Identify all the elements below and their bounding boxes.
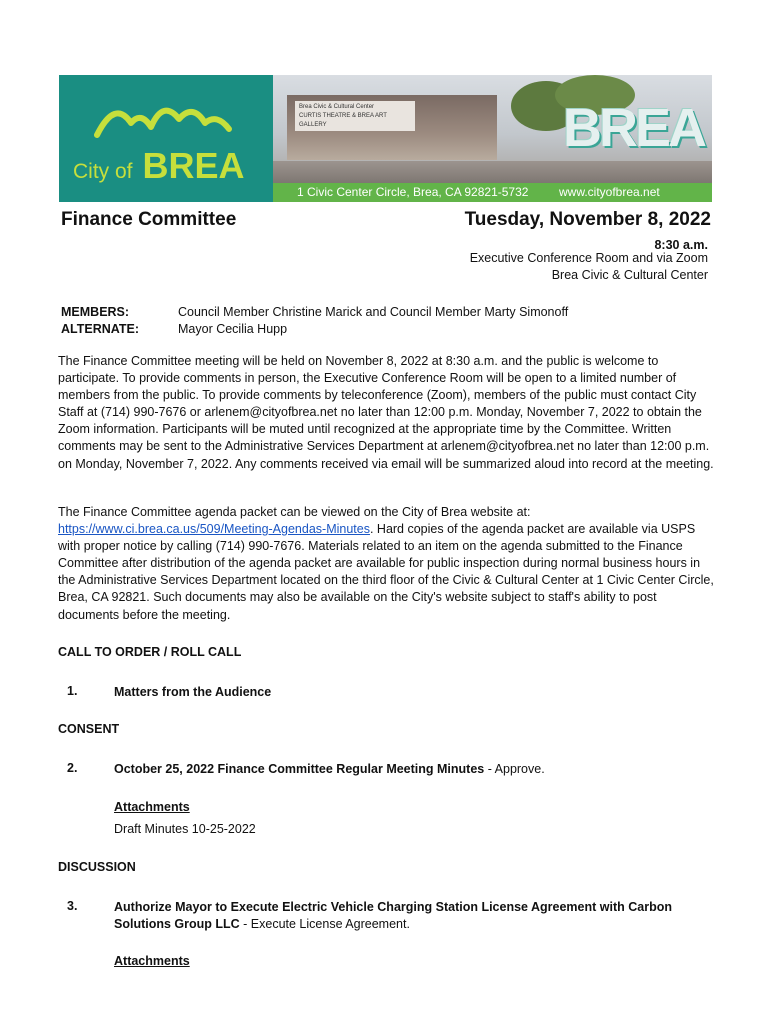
logo-name: BREA bbox=[142, 145, 245, 186]
item-2-title-text: October 25, 2022 Finance Committee Regular Meeting Minutes bbox=[114, 762, 485, 776]
photo-ground bbox=[273, 161, 712, 183]
photo-building bbox=[287, 95, 497, 160]
alternate-value: Mayor Cecilia Hupp bbox=[178, 322, 288, 336]
photo-sign-title: Brea Civic & Cultural Center bbox=[299, 104, 375, 110]
consent-heading: CONSENT bbox=[58, 722, 120, 736]
item-2-number: 2. bbox=[67, 761, 78, 775]
packet-rest: . Hard copies of the agenda packet are available via USPS with proper notice by calling (714) 990-7676. Materials related to an item on the agenda submitted to the Finance Committee after distribution of the agenda packet are available for public inspection during normal business hours in the Administrative Services Department located on the third floor of the Civic & Cultural Center at 1 Civic Center Circle, Brea, CA 92821. Such documents may also be available on the City's website subject to staff's ability to post documents before the meeting. bbox=[58, 522, 714, 622]
item-3-action: - Execute License Agreement. bbox=[239, 917, 410, 931]
item-3-title bbox=[114, 899, 714, 933]
city-logo bbox=[59, 75, 273, 202]
item-2-action: - Approve. bbox=[484, 762, 545, 776]
alternate-label: ALTERNATE: bbox=[61, 322, 139, 336]
photo-sign bbox=[295, 101, 415, 131]
item-3-title-text: Authorize Mayor to Execute Electric Vehicle Charging Station License Agreement with Carbon Solutions Group LLC bbox=[114, 900, 672, 931]
members-value: Council Member Christine Marick and Council Member Marty Simonoff bbox=[178, 305, 569, 319]
city-banner bbox=[59, 75, 712, 202]
intro-paragraph: The Finance Committee meeting will be held on November 8, 2022 at 8:30 a.m. and the public is welcome to participate. To provide comments in person, the Executive Conference Room will be open to a limited number of members from the public. To provide comments by teleconference (Zoom), members of the public must contact City Staff at (714) 990-7676 or arlenem@cityofbrea.net no later than 12:00 p.m. Monday, November 7, 2022 to obtain the Zoom information. Participants will be muted until recognized at the appropriate time by the Committee. Written comments may be sent to the Administrative Services Department at arlenem@cityofbrea.net no later than 12:00 p.m. on Monday, November 7, 2022. Any comments received via email will be summarized aloud into record at the meeting. bbox=[58, 354, 714, 471]
civic-center-photo bbox=[273, 75, 712, 183]
meeting-venue: Brea Civic & Cultural Center bbox=[551, 268, 708, 282]
packet-paragraph bbox=[58, 504, 718, 624]
photo-brea-letters: BREA bbox=[562, 98, 704, 158]
banner-website: www.cityofbrea.net bbox=[559, 185, 660, 199]
banner-address: 1 Civic Center Circle, Brea, CA 92821-5732 bbox=[297, 185, 529, 199]
meeting-location: Executive Conference Room and via Zoom bbox=[469, 251, 708, 265]
mountains-icon bbox=[93, 93, 233, 143]
item-2-attachments-link[interactable]: Attachments bbox=[114, 800, 190, 814]
meeting-date: Tuesday, November 8, 2022 bbox=[464, 209, 711, 230]
call-to-order-heading: CALL TO ORDER / ROLL CALL bbox=[58, 645, 242, 659]
members-label: MEMBERS: bbox=[61, 305, 130, 319]
item-1-title bbox=[114, 684, 714, 701]
meeting-time: 8:30 a.m. bbox=[654, 238, 708, 252]
logo-city: City of bbox=[73, 160, 133, 183]
discussion-heading: DISCUSSION bbox=[58, 860, 136, 874]
committee-title: Finance Committee bbox=[61, 209, 237, 230]
photo-sign-subtitle: CURTIS THEATRE & BREA ART GALLERY bbox=[299, 113, 387, 128]
item-1-title-text: Matters from the Audience bbox=[114, 685, 272, 699]
logo-wordmark bbox=[73, 145, 245, 187]
agenda-minutes-link[interactable]: https://www.ci.brea.ca.us/509/Meeting-Agendas-Minutes bbox=[58, 522, 370, 537]
item-2-title bbox=[114, 761, 714, 778]
item-3-attachments-link[interactable]: Attachments bbox=[114, 954, 190, 968]
packet-lead: The Finance Committee agenda packet can be viewed on the City of Brea website at: bbox=[58, 505, 531, 519]
banner-address-strip bbox=[273, 183, 712, 202]
item-3-number: 3. bbox=[67, 899, 78, 913]
item-1-number: 1. bbox=[67, 684, 78, 698]
item-2-attachment-file[interactable]: Draft Minutes 10-25-2022 bbox=[114, 822, 256, 836]
